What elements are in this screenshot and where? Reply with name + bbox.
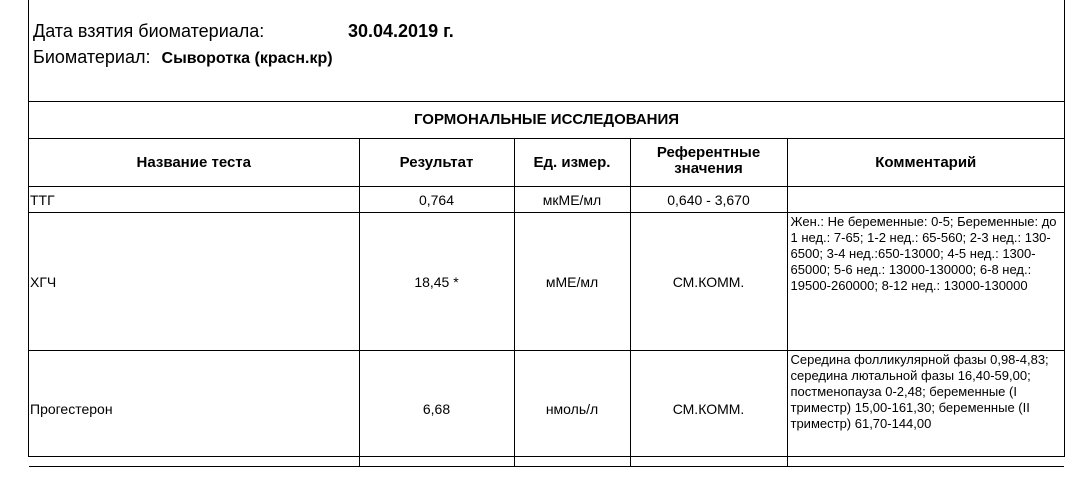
test-comment (787, 187, 1064, 213)
column-header-result: Результат (359, 139, 514, 187)
test-result: 6,68 (359, 351, 514, 467)
test-comment: Середина фолликулярной фазы 0,98-4,83; середина лютальной фазы 16,40-59,00; постменопауза 0-2,48; беременные (I триместр) 15,00-161,30; беременные (II триместр) 61,70-144,00 (787, 351, 1064, 467)
hormone-results-table (29, 101, 1064, 467)
biomaterial-line (33, 46, 333, 70)
report-frame (28, 0, 1065, 457)
column-header-reference: Референтные значения (630, 139, 787, 187)
table-row (29, 187, 1064, 213)
section-title: ГОРМОНАЛЬНЫЕ ИССЛЕДОВАНИЯ (29, 102, 1064, 139)
test-reference: СМ.КОММ. (630, 213, 787, 351)
test-reference: 0,640 - 3,670 (630, 187, 787, 213)
test-result: 0,764 (359, 187, 514, 213)
sample-date-value: 30.04.2019 г. (348, 21, 454, 41)
sample-date-label: Дата взятия биоматериала: (33, 21, 265, 41)
table-header-row (29, 139, 1064, 187)
sample-date-line (33, 20, 454, 42)
test-name: Прогестерон (29, 351, 359, 467)
test-result: 18,45 * (359, 213, 514, 351)
test-name: ТТГ (29, 187, 359, 213)
test-comment: Жен.: Не беременные: 0-5; Беременные: до 1 нед.: 7-65; 1-2 нед.: 65-560; 2-3 нед.: 130-6500; 3-4 нед.:650-13000; 4-5 нед.: 1300-65000; 5-6 нед.: 13000-130000; 6-8 нед.: 19500-260000; 8-12 нед.: 13000-130000 (787, 213, 1064, 351)
biomaterial-label: Биоматериал: (33, 47, 151, 67)
test-name: ХГЧ (29, 213, 359, 351)
test-reference: СМ.КОММ. (630, 351, 787, 467)
test-unit: мМЕ/мл (514, 213, 630, 351)
column-header-name: Название теста (29, 139, 359, 187)
column-header-unit: Ед. измер. (514, 139, 630, 187)
table-row (29, 213, 1064, 351)
column-header-comment: Комментарий (787, 139, 1064, 187)
test-unit: нмоль/л (514, 351, 630, 467)
biomaterial-value: Сыворотка (красн.кр) (161, 50, 333, 67)
test-unit: мкМЕ/мл (514, 187, 630, 213)
table-row (29, 351, 1064, 467)
